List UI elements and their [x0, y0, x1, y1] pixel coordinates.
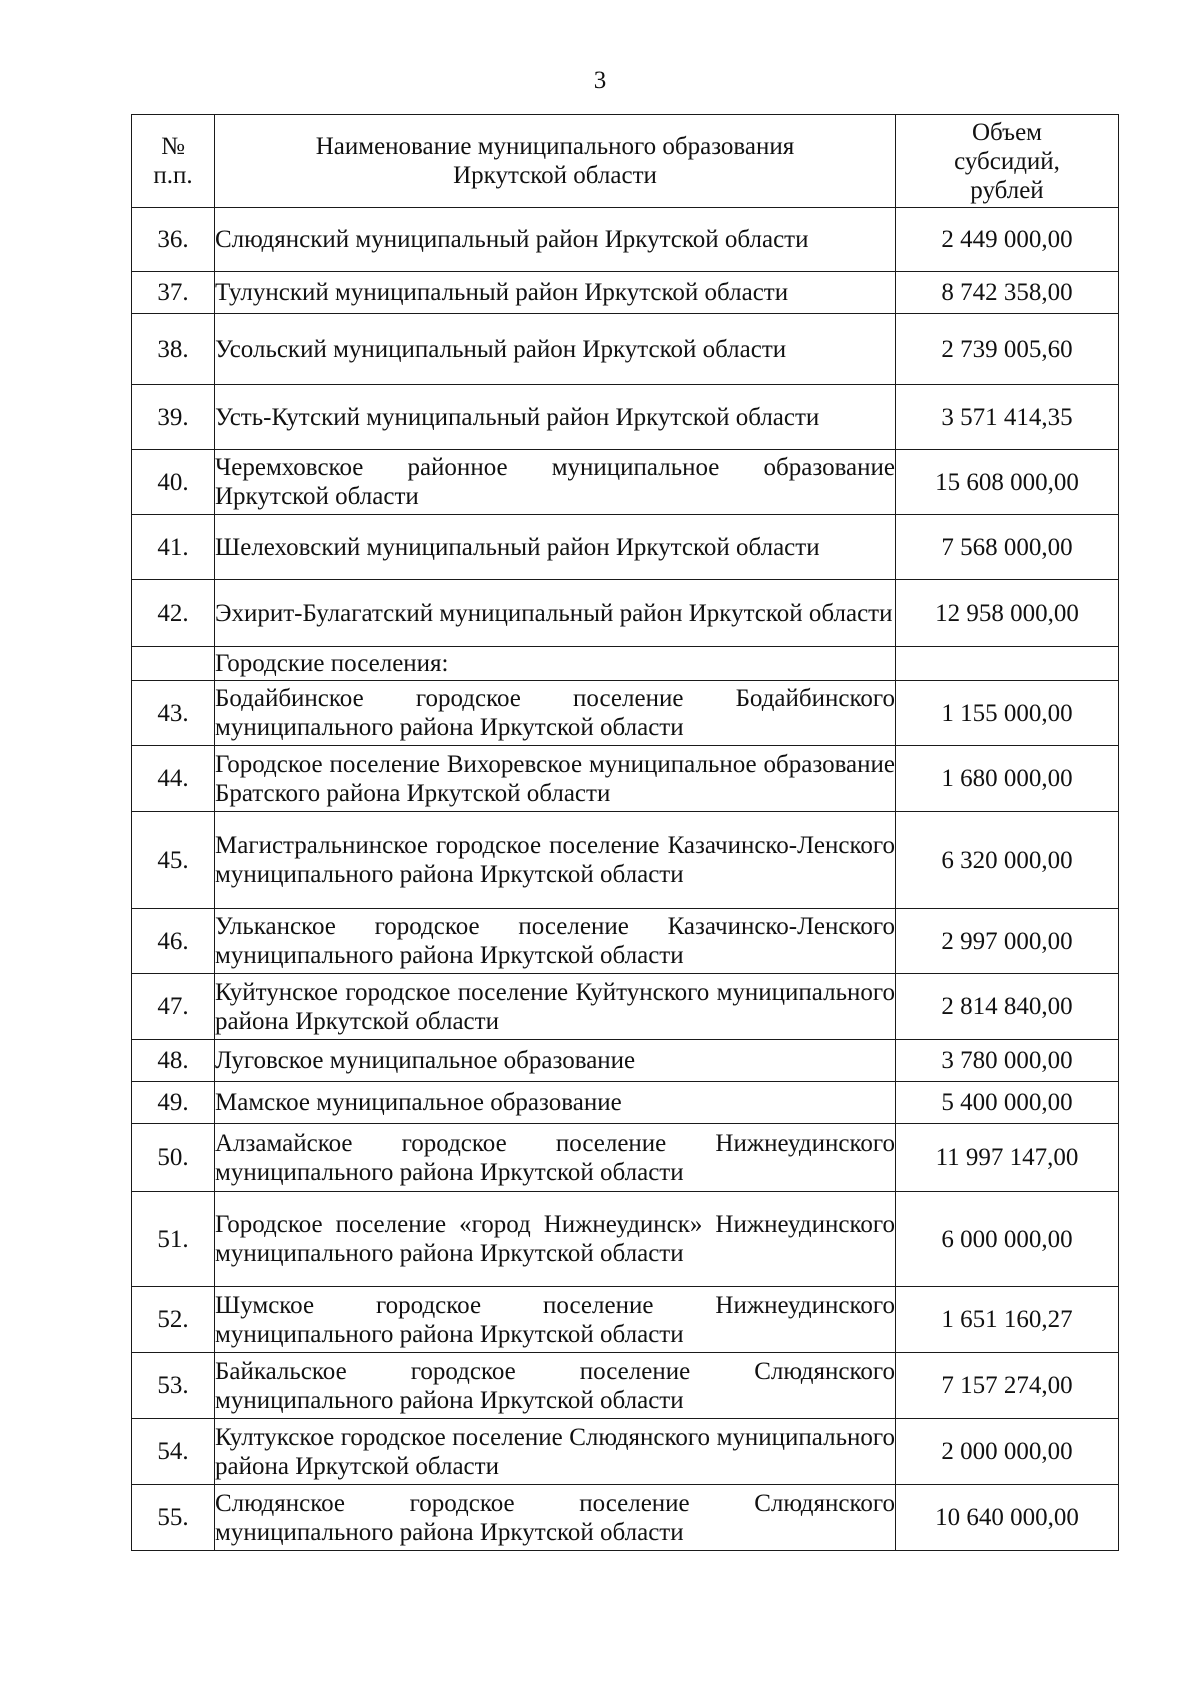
municipality-name: Алзамайское городское поселение Нижнеудинского муниципального района Иркутской области [215, 1124, 896, 1192]
municipality-name: Слюдянский муниципальный район Иркутской области [215, 208, 896, 272]
municipality-name: Усть-Кутский муниципальный район Иркутской области [215, 385, 896, 450]
municipality-name: Городское поселение «город Нижнеудинск» Нижнеудинского муниципального района Иркутской области [215, 1192, 896, 1287]
subsidy-amount: 11 997 147,00 [896, 1124, 1119, 1192]
table-row [132, 385, 1119, 450]
municipality-name: Городское поселение Вихоревское муниципальное образование Братского района Иркутской области [215, 746, 896, 812]
subsidy-table [131, 114, 1119, 1551]
table-row [132, 580, 1119, 647]
subsidy-amount: 7 157 274,00 [896, 1353, 1119, 1419]
row-number: 44. [132, 746, 215, 812]
column-header-number [132, 115, 215, 208]
row-number: 50. [132, 1124, 215, 1192]
table-row [132, 681, 1119, 746]
row-number: 52. [132, 1287, 215, 1353]
table-row [132, 746, 1119, 812]
row-number: 38. [132, 314, 215, 385]
subsidy-amount [896, 647, 1119, 681]
municipality-name: Черемховское районное муниципальное образование Иркутской области [215, 450, 896, 515]
row-number: 45. [132, 812, 215, 909]
table-row [132, 1082, 1119, 1124]
municipality-name: Тулунский муниципальный район Иркутской области [215, 272, 896, 314]
row-number: 48. [132, 1040, 215, 1082]
table-row [132, 208, 1119, 272]
subsidy-amount: 15 608 000,00 [896, 450, 1119, 515]
subsidy-amount: 6 000 000,00 [896, 1192, 1119, 1287]
subsidy-amount: 7 568 000,00 [896, 515, 1119, 580]
subsidy-amount: 2 449 000,00 [896, 208, 1119, 272]
municipality-name: Байкальское городское поселение Слюдянского муниципального района Иркутской области [215, 1353, 896, 1419]
subsidy-amount: 1 155 000,00 [896, 681, 1119, 746]
header-number-symbol: № [161, 133, 185, 160]
subsidy-amount: 2 997 000,00 [896, 909, 1119, 974]
municipality-name: Бодайбинское городское поселение Бодайбинского муниципального района Иркутской области [215, 681, 896, 746]
table-row [132, 450, 1119, 515]
row-number: 37. [132, 272, 215, 314]
municipality-name: Ульканское городское поселение Казачинско-Ленского муниципального района Иркутской области [215, 909, 896, 974]
municipality-name: Мамское муниципальное образование [215, 1082, 896, 1124]
row-number: 43. [132, 681, 215, 746]
table-row [132, 812, 1119, 909]
municipality-name: Култукское городское поселение Слюдянского муниципального района Иркутской области [215, 1419, 896, 1485]
row-number: 39. [132, 385, 215, 450]
row-number: 36. [132, 208, 215, 272]
table-row [132, 314, 1119, 385]
subsidy-amount: 8 742 358,00 [896, 272, 1119, 314]
page-number: 3 [593, 67, 607, 94]
table-row [132, 515, 1119, 580]
subsidy-amount: 1 651 160,27 [896, 1287, 1119, 1353]
row-number: 41. [132, 515, 215, 580]
subsidy-amount: 2 814 840,00 [896, 974, 1119, 1040]
table-row [132, 1419, 1119, 1485]
section-heading: Городские поселения: [215, 647, 896, 681]
row-number: 40. [132, 450, 215, 515]
row-number: 53. [132, 1353, 215, 1419]
municipality-name: Шелеховский муниципальный район Иркутской области [215, 515, 896, 580]
table-row [132, 1485, 1119, 1551]
subsidy-amount: 6 320 000,00 [896, 812, 1119, 909]
row-number: 55. [132, 1485, 215, 1551]
municipality-name: Луговское муниципальное образование [215, 1040, 896, 1082]
column-header-amount [896, 115, 1119, 208]
subsidy-amount: 1 680 000,00 [896, 746, 1119, 812]
row-number: 54. [132, 1419, 215, 1485]
municipality-name: Усольский муниципальный район Иркутской области [215, 314, 896, 385]
header-amount-line1: Объем [972, 118, 1042, 146]
row-number: 51. [132, 1192, 215, 1287]
table-section-row [132, 647, 1119, 681]
header-number-abbrev: п.п. [153, 162, 193, 189]
row-number: 47. [132, 974, 215, 1040]
municipality-name: Слюдянское городское поселение Слюдянского муниципального района Иркутской области [215, 1485, 896, 1551]
table-row [132, 974, 1119, 1040]
subsidy-amount: 2 000 000,00 [896, 1419, 1119, 1485]
municipality-name: Магистральнинское городское поселение Казачинско-Ленского муниципального района Иркутской области [215, 812, 896, 909]
row-number: 42. [132, 580, 215, 647]
subsidy-amount: 12 958 000,00 [896, 580, 1119, 647]
municipality-name: Куйтунское городское поселение Куйтунского муниципального района Иркутской области [215, 974, 896, 1040]
header-name-line2: Иркутской области [453, 162, 657, 189]
municipality-name: Шумское городское поселение Нижнеудинского муниципального района Иркутской области [215, 1287, 896, 1353]
table-row [132, 1040, 1119, 1082]
table-header-row [132, 115, 1119, 208]
municipality-name: Эхирит-Булагатский муниципальный район Иркутской области [215, 580, 896, 647]
subsidy-amount: 2 739 005,60 [896, 314, 1119, 385]
header-amount-line3: рублей [970, 176, 1044, 204]
row-number [132, 647, 215, 681]
table-row [132, 272, 1119, 314]
subsidy-amount: 5 400 000,00 [896, 1082, 1119, 1124]
subsidy-amount: 3 780 000,00 [896, 1040, 1119, 1082]
subsidy-amount: 3 571 414,35 [896, 385, 1119, 450]
table-row [132, 1353, 1119, 1419]
header-name-line1: Наименование муниципального образования [315, 133, 795, 160]
table-row [132, 1287, 1119, 1353]
header-amount-line2: субсидий, [954, 147, 1060, 175]
row-number: 46. [132, 909, 215, 974]
row-number: 49. [132, 1082, 215, 1124]
subsidy-amount: 10 640 000,00 [896, 1485, 1119, 1551]
column-header-name [215, 115, 896, 208]
table-row [132, 1124, 1119, 1192]
table-row [132, 1192, 1119, 1287]
table-row [132, 909, 1119, 974]
